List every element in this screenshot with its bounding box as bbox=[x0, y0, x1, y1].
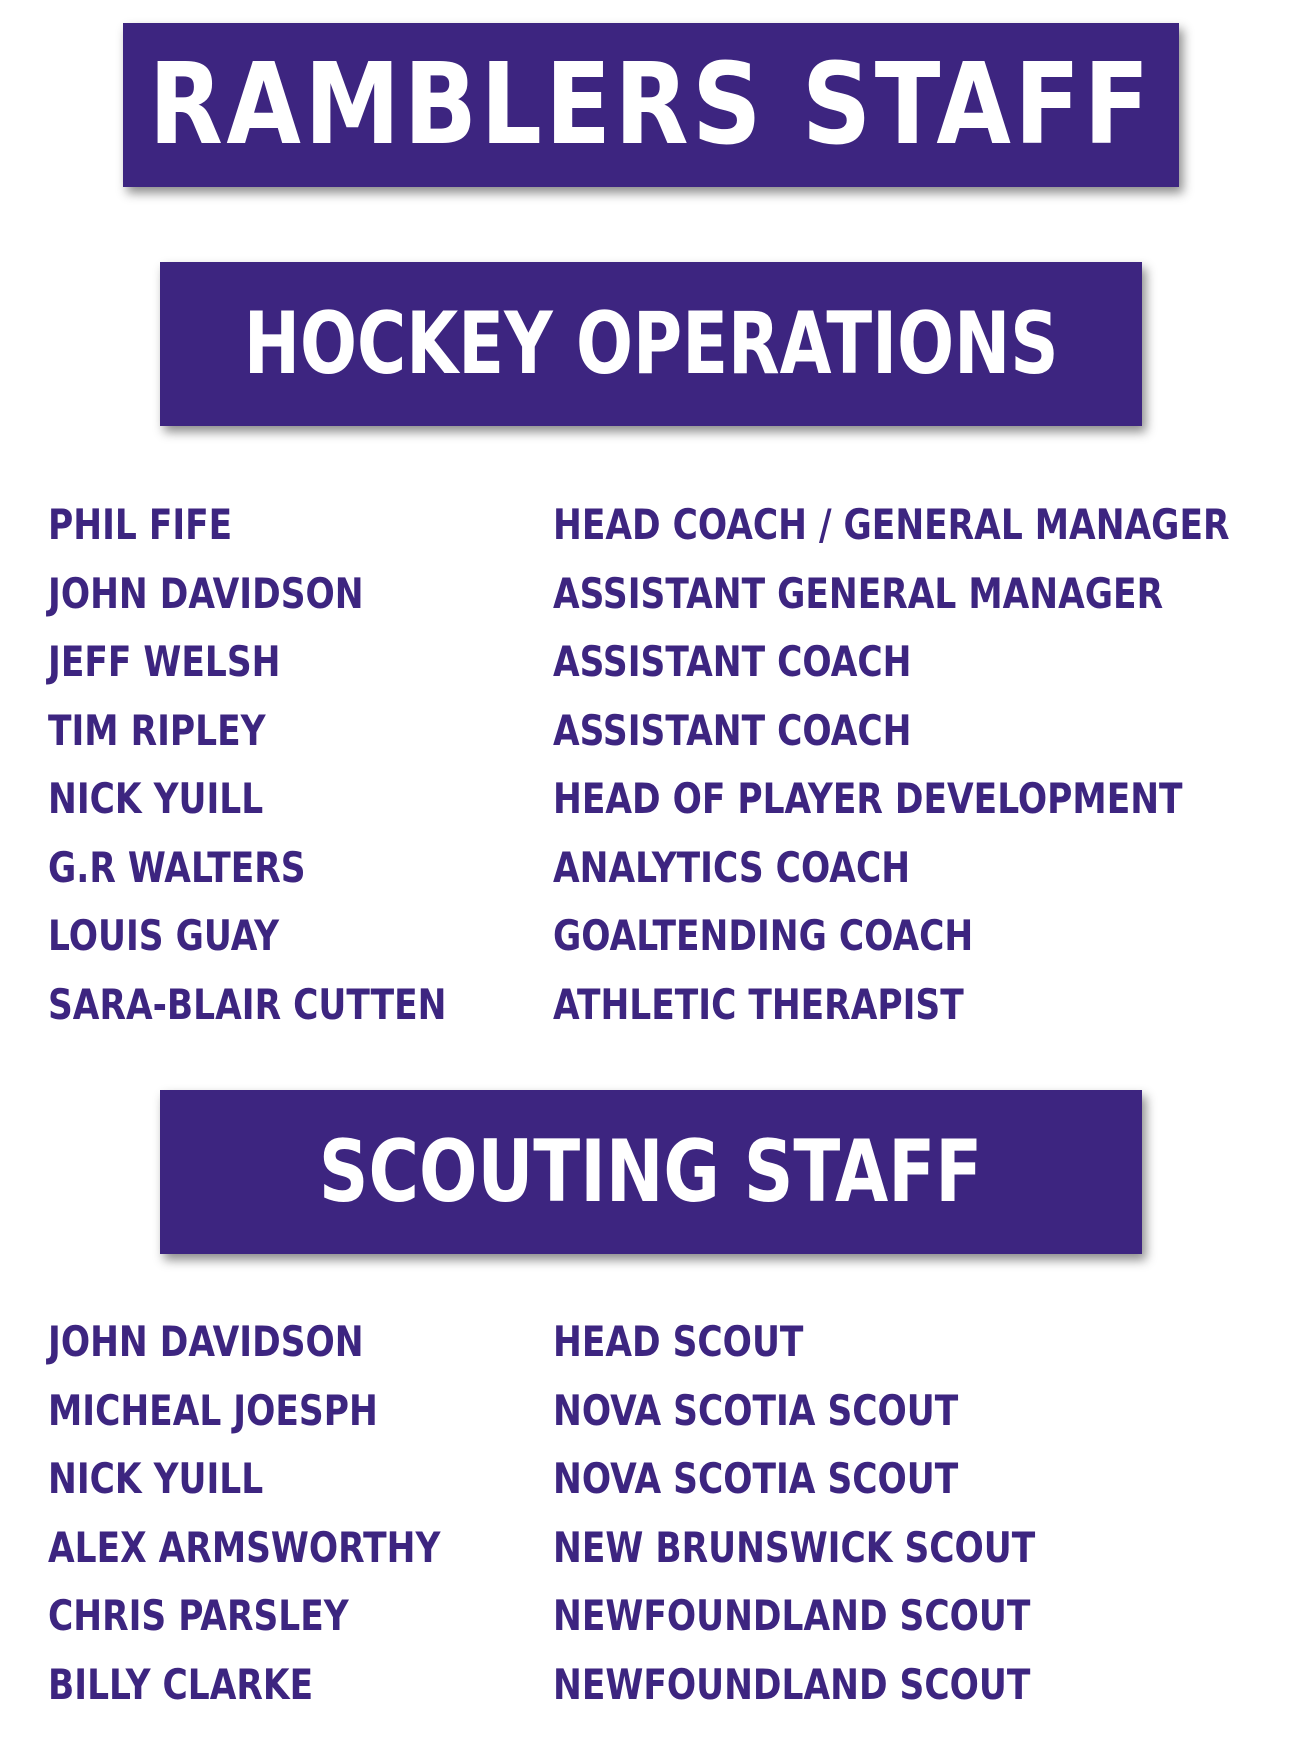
staff-name: NICK YUILL bbox=[48, 1454, 264, 1503]
scouting-staff-heading: SCOUTING STAFF bbox=[319, 1122, 983, 1222]
staff-role: NOVA SCOTIA SCOUT bbox=[553, 1454, 959, 1503]
staff-row bbox=[48, 1655, 1304, 1724]
page-title-banner bbox=[123, 23, 1179, 187]
staff-role: GOALTENDING COACH bbox=[553, 911, 974, 960]
staff-row bbox=[48, 769, 1304, 838]
staff-role: ASSISTANT GENERAL MANAGER bbox=[553, 568, 1164, 618]
staff-role: NOVA SCOTIA SCOUT bbox=[553, 1385, 959, 1435]
staff-row bbox=[48, 1312, 1304, 1381]
staff-name: NICK YUILL bbox=[48, 774, 264, 823]
staff-role: HEAD SCOUT bbox=[553, 1317, 804, 1366]
staff-role: ASSISTANT COACH bbox=[553, 637, 912, 686]
staff-name: TIM RIPLEY bbox=[48, 705, 266, 755]
staff-name: LOUIS GUAY bbox=[48, 911, 280, 960]
staff-name: JOHN DAVIDSON bbox=[48, 1317, 364, 1366]
staff-role: HEAD COACH / GENERAL MANAGER bbox=[553, 500, 1230, 549]
staff-row bbox=[48, 1449, 1304, 1518]
hockey-operations-heading: HOCKEY OPERATIONS bbox=[243, 294, 1059, 394]
scouting-staff-banner bbox=[160, 1090, 1142, 1254]
staff-name: MICHEAL JOESPH bbox=[48, 1385, 378, 1435]
staff-name: CHRIS PARSLEY bbox=[48, 1591, 349, 1640]
staff-name: G.R WALTERS bbox=[48, 842, 306, 892]
staff-row bbox=[48, 564, 1304, 633]
staff-name: SARA-BLAIR CUTTEN bbox=[48, 979, 447, 1029]
staff-name: ALEX ARMSWORTHY bbox=[48, 1522, 441, 1572]
staff-row bbox=[48, 975, 1304, 1044]
staff-row bbox=[48, 1518, 1304, 1587]
scouting-staff-list bbox=[48, 1312, 1304, 1723]
staff-row bbox=[48, 632, 1304, 701]
staff-role: HEAD OF PLAYER DEVELOPMENT bbox=[553, 774, 1183, 823]
staff-row bbox=[48, 701, 1304, 770]
page-title: RAMBLERS STAFF bbox=[148, 40, 1154, 170]
staff-name: JOHN DAVIDSON bbox=[48, 568, 364, 618]
staff-name: JEFF WELSH bbox=[48, 637, 281, 686]
hockey-operations-banner bbox=[160, 262, 1142, 426]
staff-name: BILLY CLARKE bbox=[48, 1659, 314, 1709]
staff-row bbox=[48, 495, 1304, 564]
staff-name: PHIL FIFE bbox=[48, 500, 233, 549]
staff-role: NEWFOUNDLAND SCOUT bbox=[553, 1659, 1031, 1709]
staff-row bbox=[48, 1381, 1304, 1450]
staff-role: ATHLETIC THERAPIST bbox=[553, 979, 964, 1029]
staff-row bbox=[48, 838, 1304, 907]
staff-row bbox=[48, 906, 1304, 975]
staff-role: ASSISTANT COACH bbox=[553, 705, 912, 755]
staff-role: NEWFOUNDLAND SCOUT bbox=[553, 1591, 1031, 1640]
staff-role: ANALYTICS COACH bbox=[553, 842, 911, 892]
hockey-operations-list bbox=[48, 495, 1304, 1043]
staff-row bbox=[48, 1586, 1304, 1655]
staff-role: NEW BRUNSWICK SCOUT bbox=[553, 1522, 1036, 1572]
